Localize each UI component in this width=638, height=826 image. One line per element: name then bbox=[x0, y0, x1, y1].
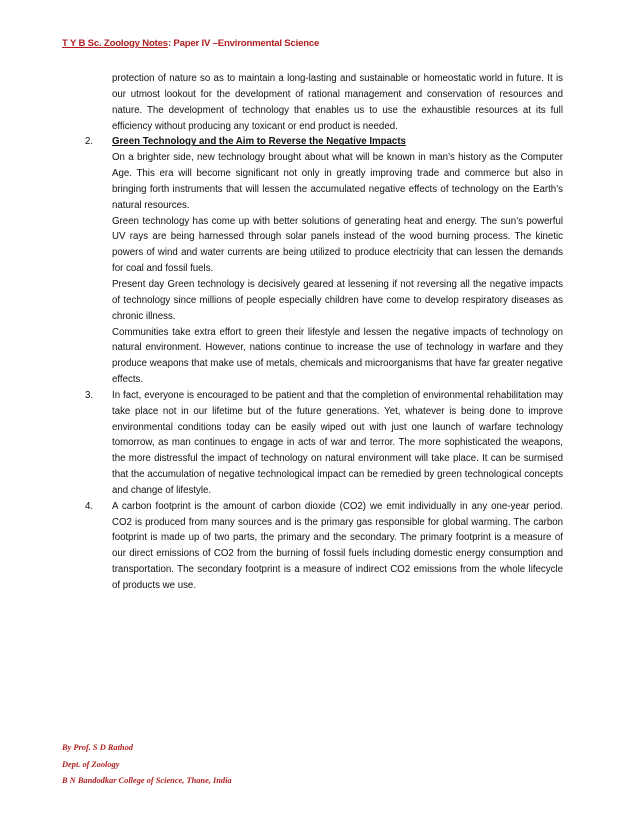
list-item-2 bbox=[85, 134, 563, 388]
paragraph: Green technology has come up with better solutions of generating heat and energy. The sun’s powerful UV rays are being harnessed through solar panels instead of the wood burning process. The kinetic powers of wind and water currents are being utilized to produce electricity that can lessen the demands for coal and fossil fuels. bbox=[112, 215, 563, 275]
list-number: 2. bbox=[85, 136, 94, 148]
list-number: 3. bbox=[85, 389, 94, 401]
paragraph: A carbon footprint is the amount of carbon dioxide (CO2) we emit individually in any one-year period. CO2 is produced from many sources and is the primary gas responsible for global warming. The carbon footprint is made up of two parts, the primary and the secondary. The primary footprint is a measure of our direct emissions of CO2 from the burning of fossil fuels including domestic energy consumption and transportation. The secondary footprint is a measure of indirect CO2 emissions from the whole lifecycle of products we use. bbox=[112, 500, 563, 591]
section-heading: Green Technology and the Aim to Reverse the Negative Impacts bbox=[112, 136, 406, 148]
footer-department: Dept. of Zoology bbox=[62, 759, 120, 769]
paragraph: On a brighter side, new technology brought about what will be known in man’s history as the Computer Age. This era will become significant not only in greatly improving trade and commerce but also in bringing forth instruments that will lessen the accumulated negative effects of technology on the Earth’s natural resources. bbox=[112, 152, 563, 211]
paragraph: Communities take extra effort to green their lifestyle and lessen the negative impacts of technology on natural environment. However, nations continue to increase the use of technology in warfare and they produce weapons that make use of metals, chemicals and microorganisms that have far greater negative effects. bbox=[112, 326, 563, 386]
page-header bbox=[62, 38, 582, 49]
header-course: T Y B Sc. Zoology Notes bbox=[62, 38, 168, 49]
page-footer bbox=[62, 740, 582, 790]
header-paper: : Paper IV –Environmental Science bbox=[167, 38, 320, 49]
footer-author: By Prof. S D Rathod bbox=[62, 743, 133, 752]
intro-continuation: protection of nature so as to maintain a long-lasting and sustainable or homeostatic world in future. It is our utmost lookout for the development of rational management and conservation of resources and nature. The development of technology that enables us to use the exhaustible resources at its full efficiency without producing any toxicant or end product is needed. bbox=[112, 73, 563, 132]
paragraph: In fact, everyone is encouraged to be patient and that the completion of environmental rehabilitation may take place not in our lifetime but of the future generations. Yet, whatever is being done to improve environmental conditions today can be easily wiped out with just one launch of warfare technology tomorrow, as man continues to engage in acts of war and terror. The more sophisticated the weapons, the more distressful the impact of technology on natural environment will take place. It can be surmised that the accumulation of negative technological impact can be remedied by green technological concepts and change of lifestyle. bbox=[112, 389, 563, 496]
list-item-3 bbox=[85, 388, 563, 499]
list-item-4 bbox=[85, 499, 563, 594]
paragraph: Present day Green technology is decisively geared at lessening if not reversing all the negative impacts of technology since millions of people especially children have come to develop respiratory diseases as chronic illness. bbox=[112, 278, 563, 322]
footer-college: B N Bandodkar College of Science, Thane, India bbox=[62, 776, 232, 785]
list-number: 4. bbox=[85, 500, 94, 512]
document-body bbox=[85, 71, 563, 594]
